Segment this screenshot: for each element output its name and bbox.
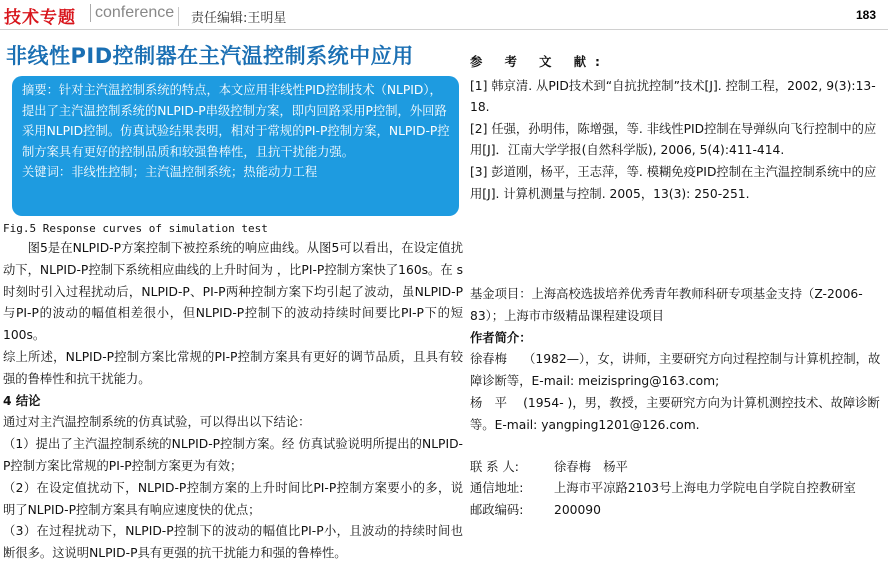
reference-item: [3] 彭道刚，杨平，王志萍，等. 模糊免疫PID控制在主汽温控制系统中的应用[J]. 计算机测量与控制. 2005，13(3): 250-251. bbox=[470, 164, 877, 201]
funding-note: 基金项目：上海高校选拔培养优秀青年教师科研专项基金支持（Z-2006-83）；上海市市级精品课程建设项目 bbox=[470, 287, 863, 323]
keywords: 关键词：非线性控制；主汽温控制系统；热能动力工程 bbox=[22, 165, 318, 180]
postcode-value: 200090 bbox=[554, 503, 601, 518]
conclusion-item: （3）在过程扰动下，NLPID-P控制下的波动的幅值比PI-P小，且波动的持续时间也断很多。这说明NLPID-P具有更强的抗干扰能力和强的鲁棒性。 bbox=[3, 524, 463, 561]
references-heading: 参 考 文 献: bbox=[470, 55, 609, 69]
postcode-row bbox=[470, 500, 882, 522]
address-row bbox=[470, 478, 882, 500]
postcode-label: 邮政编码: bbox=[470, 503, 524, 518]
page-number: 183 bbox=[855, 8, 876, 22]
conclusion-item: （1）提出了主汽温控制系统的NLPID-P控制方案。经 仿真试验说明所提出的NLPID-P控制方案比常规的PI-P控制方案更为有效； bbox=[3, 437, 463, 473]
author-bio: 杨 平 (1954- )，男，教授，主要研究方向为计算机测控技术、故障诊断等。E-mail: yangping1201@126.com. bbox=[470, 395, 880, 432]
address-value: 上海市平凉路2103号上海电力学院电自学院自控教研室 bbox=[554, 481, 856, 496]
paragraph: 综上所述，NLPID-P控制方案比常规的PI-P控制方案具有更好的调节品质，且具有较强的鲁棒性和抗干扰能力。 bbox=[3, 349, 463, 386]
brand-title: 技术专题 bbox=[4, 8, 76, 28]
contact-row bbox=[470, 457, 882, 479]
left-column-body bbox=[3, 238, 463, 565]
article-title: 非线性PID控制器在主汽温控制系统中应用 bbox=[6, 44, 414, 68]
contact-value: 徐春梅 杨平 bbox=[554, 459, 628, 474]
header-divider bbox=[0, 29, 888, 30]
responsible-editor: 责任编辑:王明星 bbox=[178, 7, 286, 26]
address-label: 通信地址: bbox=[470, 481, 524, 496]
brand-english: conference bbox=[90, 4, 174, 22]
section-heading: 4 结论 bbox=[3, 393, 41, 408]
paragraph: 通过对主汽温控制系统的仿真试验，可以得出以下结论： bbox=[3, 415, 311, 430]
references-section bbox=[470, 52, 882, 205]
author-info-section bbox=[470, 284, 882, 522]
reference-item: [1] 韩京清. 从PID技术到“自抗扰控制”技术[J]. 控制工程，2002, 9(3):13-18. bbox=[470, 78, 876, 115]
paragraph: 图5是在NLPID-P方案控制下被控系统的响应曲线。从图5可以看出，在设定值扰动下，NLPID-P控制下系统相应曲线的上升时间为 ，比PI-P控制方案快了160s。在 s时刻时引入过程扰动后，NLPID-P、PI-P两种控制方案下均引起了波动，虽NLPID-P与PI-P的波动的幅值相差很小，但NLPID-P控制下的波动持续时间要比PI-P下的短100s。 bbox=[3, 241, 463, 343]
page-header bbox=[0, 0, 888, 30]
conclusion-item: （2）在设定值扰动下，NLPID-P控制方案的上升时间比PI-P控制方案要小的多，说明了NLPID-P控制方案具有响应速度快的优点； bbox=[3, 480, 463, 517]
abstract-text: 摘要：针对主汽温控制系统的特点，本文应用非线性PID控制技术（NLPID），提出了主汽温控制系统的NLPID-P串级控制方案，即内回路采用P控制，外回路采用NLPID控制。仿真试验结果表明，相对于常规的PI-P控制方案，NLPID-P控制方案具有更好的控制品质和较强鲁棒性，且抗干扰能力强。 bbox=[22, 83, 450, 159]
abstract-box bbox=[12, 76, 459, 216]
contact-label: 联 系 人: bbox=[470, 459, 519, 474]
authors-heading: 作者简介： bbox=[470, 330, 532, 345]
reference-item: [2] 任强，孙明伟，陈增强，等. 非线性PID控制在导弹纵向飞行控制中的应用[J]．江南大学学报(自然科学版), 2006, 5(4):411-414. bbox=[470, 121, 877, 158]
figure-caption: Fig.5 Response curves of simulation test bbox=[3, 222, 268, 235]
author-bio: 徐春梅 （1982—），女，讲师，主要研究方向过程控制与计算机控制，故障诊断等，E-mail: meizispring@163.com; bbox=[470, 352, 881, 389]
